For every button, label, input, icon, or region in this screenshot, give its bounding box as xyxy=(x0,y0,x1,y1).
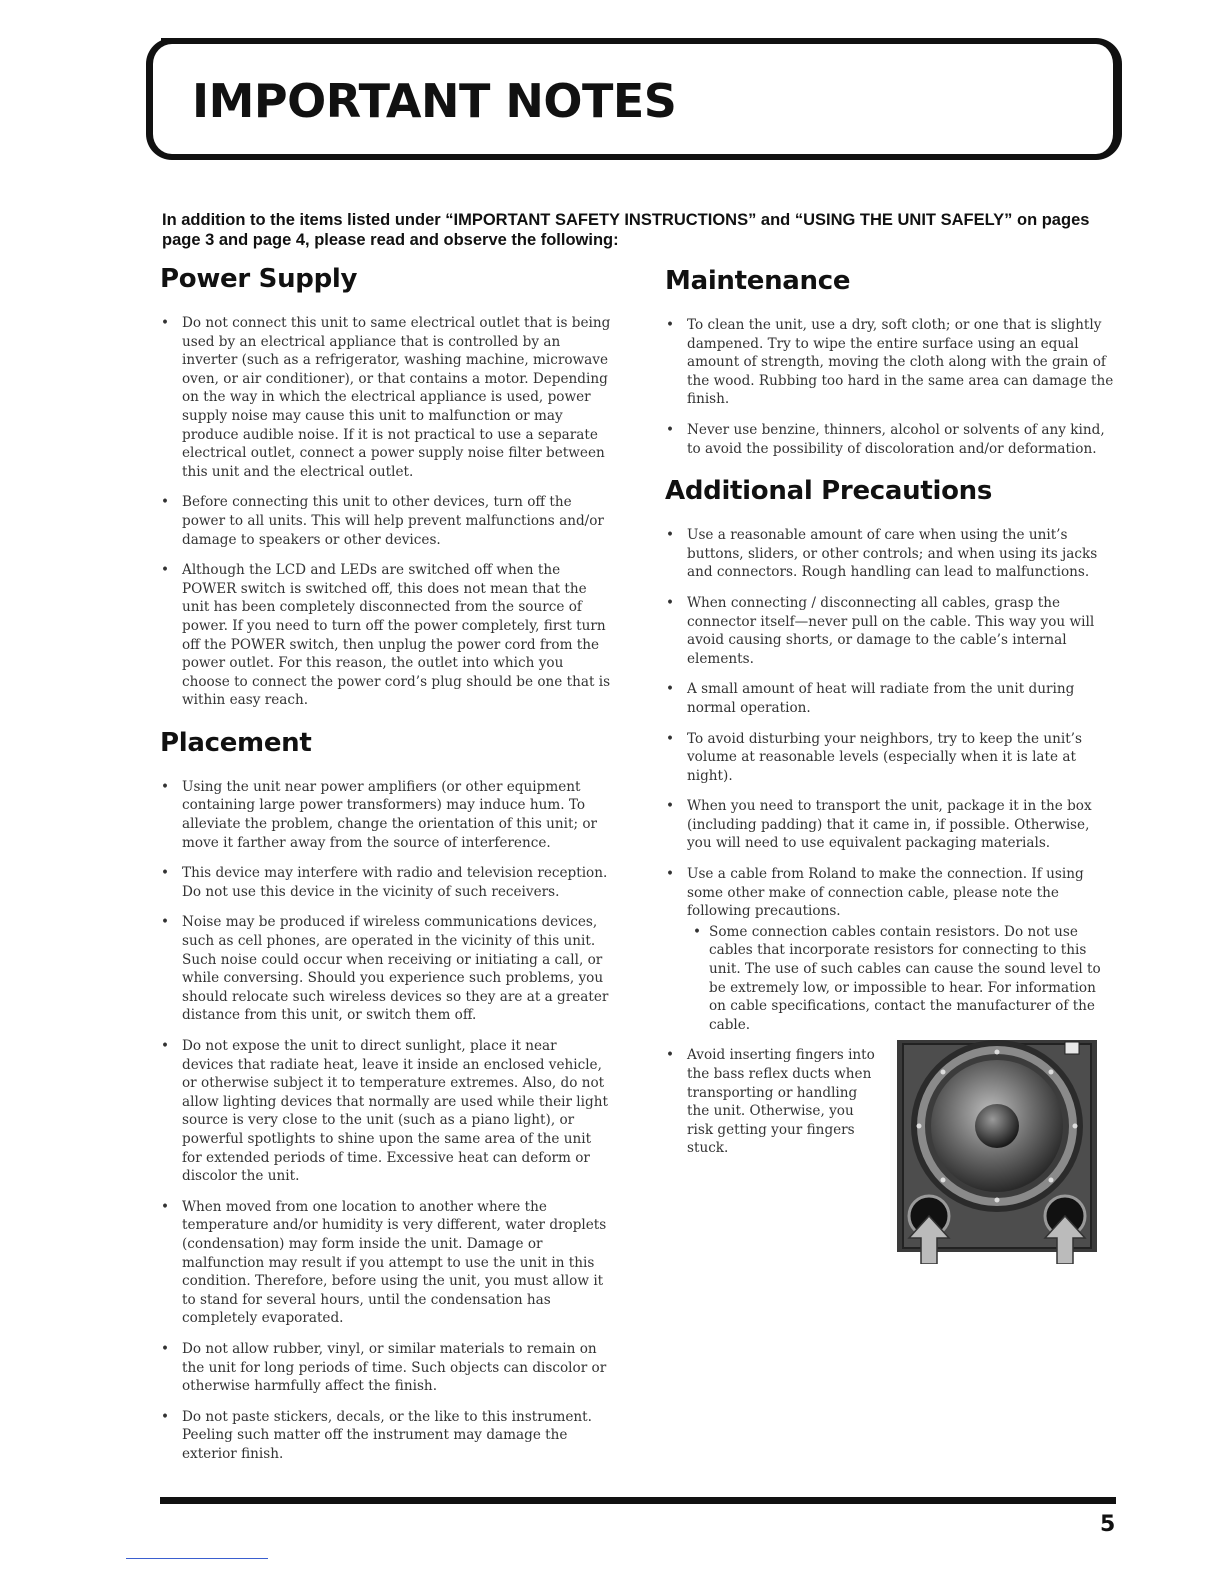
page-number: 5 xyxy=(1100,1512,1116,1537)
list-item: • Although the LCD and LEDs are switched off when the POWER switch is switched off, this does not mean that the unit has been completely disconnected from the source of power. If you need to turn off the power completely, first turn off the POWER switch, then unplug the power cord from the power outlet. For this reason, the outlet into which you choose to connect the power cord’s plug should be one that is within easy reach. xyxy=(160,561,612,710)
maintenance-list xyxy=(665,316,1117,458)
list-item: • Using the unit near power amplifiers (or other equipment containing large power transformers) may induce hum. To alleviate the problem, change the orientation of this unit; or move it farther away from the source of interference. xyxy=(160,778,612,852)
right-column xyxy=(665,264,1117,1170)
left-column xyxy=(160,262,612,1475)
list-item-text: Use a cable from Roland to make the connection. If using some other make of connection cable, please note the following precautions. xyxy=(687,866,1084,920)
list-item: • Do not connect this unit to same electrical outlet that is being used by an electrical appliance that is controlled by an inverter (such as a refrigerator, washing machine, microwave oven, or air conditioner), or that contains a motor. Depending on the way in which the electrical appliance is used, power supply noise may cause this unit to malfunction or may produce audible noise. If it is not practical to use a separate electrical outlet, connect a power supply noise filter between this unit and the electrical outlet. xyxy=(160,314,612,481)
list-item: • Never use benzine, thinners, alcohol or solvents of any kind, to avoid the possibility of discoloration and/or deformation. xyxy=(665,421,1117,458)
list-item: • This device may interfere with radio and television reception. Do not use this device in the vicinity of such receivers. xyxy=(160,864,612,901)
list-item: • A small amount of heat will radiate from the unit during normal operation. xyxy=(665,680,1117,717)
list-item: • Noise may be produced if wireless communications devices, such as cell phones, are operated in the vicinity of this unit. Such noise could occur when receiving or initiating a call, or while conversing. Should you experience such problems, you should relocate such wireless devices so they are at a greater distance from this unit, or switch them off. xyxy=(160,913,612,1025)
list-item: • To avoid disturbing your neighbors, try to keep the unit’s volume at reasonable levels (especially when it is late at night). xyxy=(665,730,1117,786)
speaker-illustration xyxy=(897,1040,1097,1264)
placement-list xyxy=(160,778,612,1464)
sub-list-item: • Some connection cables contain resistors. Do not use cables that incorporate resistors for connecting to this unit. The use of such cables can cause the sound level to be extremely low, or impossible to hear. For information on cable specifications, contact the manufacturer of the cable. xyxy=(687,923,1117,1035)
additional-precautions-list xyxy=(665,526,1117,1158)
list-item xyxy=(665,1046,1117,1158)
section-heading-power-supply: Power Supply xyxy=(160,264,358,294)
section-heading-maintenance: Maintenance xyxy=(665,266,851,296)
intro-text: In addition to the items listed under “IMPORTANT SAFETY INSTRUCTIONS” and “USING THE UNIT SAFELY” on pages page 3 and page 4, please read and observe the following: xyxy=(162,211,1090,249)
list-item: • Do not allow rubber, vinyl, or similar materials to remain on the unit for long periods of time. Such objects can discolor or otherwise harmfully affect the finish. xyxy=(160,1340,612,1396)
list-item: • When connecting / disconnecting all cables, grasp the connector itself—never pull on the cable. This way you will avoid causing shorts, or damage to the cable’s internal elements. xyxy=(665,594,1117,668)
power-supply-list xyxy=(160,314,612,710)
bottom-link-underline xyxy=(126,1558,268,1559)
list-item: • When moved from one location to another where the temperature and/or humidity is very different, water droplets (condensation) may form inside the unit. Damage or malfunction may result if you attempt to use the unit in this condition. Therefore, before using the unit, you must allow it to stand for several hours, until the condensation has completely evaporated. xyxy=(160,1198,612,1328)
list-item-text: • Avoid inserting fingers into the bass reflex ducts when transporting or handling the unit. Otherwise, you risk getting your fingers stuck. xyxy=(687,1047,875,1157)
list-item xyxy=(665,865,1117,1034)
list-item: • To clean the unit, use a dry, soft cloth; or one that is slightly dampened. Try to wipe the entire surface using an equal amount of strength, moving the cloth along with the grain of the wood. Rubbing too hard in the same area can damage the finish. xyxy=(665,316,1117,409)
list-item: • Use a reasonable amount of care when using the unit’s buttons, sliders, or other controls; and when using its jacks and connectors. Rough handling can lead to malfunctions. xyxy=(665,526,1117,582)
list-item: • Before connecting this unit to other devices, turn off the power to all units. This will help prevent malfunctions and/or damage to speakers or other devices. xyxy=(160,493,612,549)
section-heading-placement: Placement xyxy=(160,727,312,758)
footer-rule xyxy=(160,1497,1116,1504)
list-item: • Do not paste stickers, decals, or the like to this instrument. Peeling such matter off the instrument may damage the exterior finish. xyxy=(160,1408,612,1464)
list-item: • Do not expose the unit to direct sunlight, place it near devices that radiate heat, leave it inside an enclosed vehicle, or otherwise subject it to temperature extremes. Also, do not allow lighting devices that normally are used while their light source is very close to the unit (such as a piano light), or powerful spotlights to shine upon the same area of the unit for extended periods of time. Excessive heat can deform or discolor the unit. xyxy=(160,1037,612,1186)
page-title: IMPORTANT NOTES xyxy=(192,74,677,128)
sub-list xyxy=(687,923,1117,1035)
section-heading-additional-precautions: Additional Precautions xyxy=(665,476,993,507)
list-item: • When you need to transport the unit, package it in the box (including padding) that it came in, if possible. Otherwise, you will need to use equivalent packaging materials. xyxy=(665,797,1117,853)
